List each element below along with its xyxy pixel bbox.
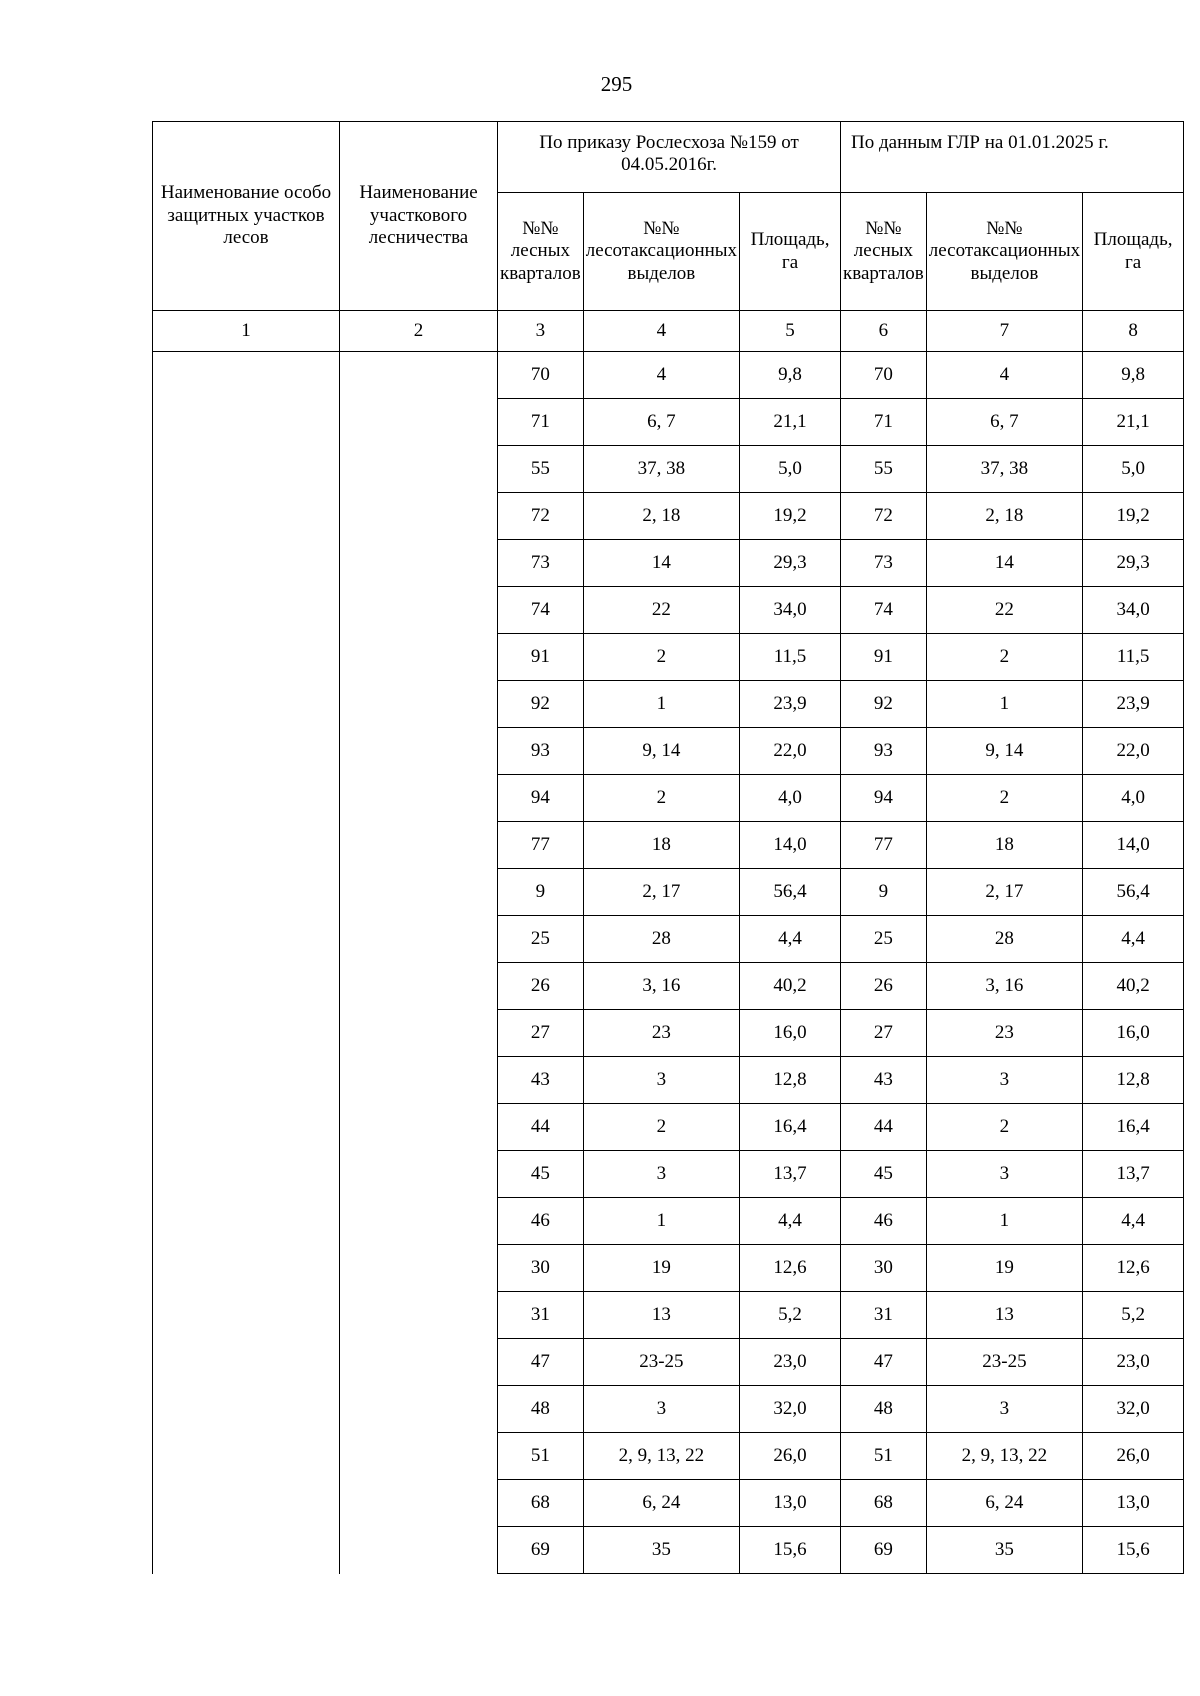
header-group-glr-2025: По данным ГЛР на 01.01.2025 г. [841, 122, 1184, 193]
area-a-cell: 16,4 [740, 1104, 841, 1151]
quarter-a-cell: 68 [498, 1480, 584, 1527]
vydels-a-cell: 14 [583, 540, 739, 587]
vydels-a-cell: 2, 18 [583, 493, 739, 540]
protected-area-name-cell [153, 352, 340, 1574]
vydels-a-cell: 4 [583, 352, 739, 399]
quarter-a-cell: 26 [498, 963, 584, 1010]
area-a-cell: 4,4 [740, 916, 841, 963]
area-b-cell: 9,8 [1083, 352, 1184, 399]
vydels-a-cell: 1 [583, 681, 739, 728]
vydels-b-cell: 1 [926, 1198, 1082, 1245]
quarter-a-cell: 74 [498, 587, 584, 634]
area-b-cell: 23,0 [1083, 1339, 1184, 1386]
header-quarters-b: №№ лесных кварталов [841, 193, 927, 311]
quarter-b-cell: 25 [841, 916, 927, 963]
quarter-b-cell: 71 [841, 399, 927, 446]
quarter-b-cell: 45 [841, 1151, 927, 1198]
quarter-b-cell: 44 [841, 1104, 927, 1151]
vydels-b-cell: 2, 9, 13, 22 [926, 1433, 1082, 1480]
quarter-a-cell: 48 [498, 1386, 584, 1433]
vydels-b-cell: 28 [926, 916, 1082, 963]
area-a-cell: 22,0 [740, 728, 841, 775]
vydels-b-cell: 3 [926, 1386, 1082, 1433]
quarter-a-cell: 47 [498, 1339, 584, 1386]
vydels-a-cell: 3 [583, 1386, 739, 1433]
vydels-b-cell: 6, 7 [926, 399, 1082, 446]
quarter-b-cell: 92 [841, 681, 927, 728]
vydels-b-cell: 22 [926, 587, 1082, 634]
vydels-b-cell: 2, 18 [926, 493, 1082, 540]
quarter-b-cell: 91 [841, 634, 927, 681]
vydels-b-cell: 2, 17 [926, 869, 1082, 916]
vydels-a-cell: 2, 9, 13, 22 [583, 1433, 739, 1480]
area-b-cell: 23,9 [1083, 681, 1184, 728]
page-number: 295 [600, 72, 633, 96]
area-a-cell: 16,0 [740, 1010, 841, 1057]
vydels-a-cell: 13 [583, 1292, 739, 1339]
quarter-a-cell: 30 [498, 1245, 584, 1292]
vydels-a-cell: 37, 38 [583, 446, 739, 493]
vydels-a-cell: 2, 17 [583, 869, 739, 916]
vydels-b-cell: 6, 24 [926, 1480, 1082, 1527]
column-number: 4 [583, 311, 739, 352]
quarter-b-cell: 74 [841, 587, 927, 634]
vydels-b-cell: 2 [926, 634, 1082, 681]
header-forestry-name: Наименование участкового лесничества [340, 122, 498, 311]
vydels-a-cell: 28 [583, 916, 739, 963]
vydels-b-cell: 13 [926, 1292, 1082, 1339]
area-b-cell: 21,1 [1083, 399, 1184, 446]
area-b-cell: 16,0 [1083, 1010, 1184, 1057]
area-b-cell: 11,5 [1083, 634, 1184, 681]
vydels-b-cell: 35 [926, 1527, 1082, 1574]
vydels-a-cell: 2 [583, 1104, 739, 1151]
quarter-b-cell: 47 [841, 1339, 927, 1386]
vydels-b-cell: 9, 14 [926, 728, 1082, 775]
quarter-a-cell: 70 [498, 352, 584, 399]
vydels-a-cell: 22 [583, 587, 739, 634]
vydels-b-cell: 23 [926, 1010, 1082, 1057]
quarter-a-cell: 31 [498, 1292, 584, 1339]
quarter-b-cell: 31 [841, 1292, 927, 1339]
area-a-cell: 11,5 [740, 634, 841, 681]
vydels-a-cell: 1 [583, 1198, 739, 1245]
vydels-a-cell: 35 [583, 1527, 739, 1574]
quarter-a-cell: 93 [498, 728, 584, 775]
area-a-cell: 5,2 [740, 1292, 841, 1339]
quarter-a-cell: 71 [498, 399, 584, 446]
vydels-a-cell: 3 [583, 1151, 739, 1198]
area-b-cell: 26,0 [1083, 1433, 1184, 1480]
area-a-cell: 26,0 [740, 1433, 841, 1480]
vydels-a-cell: 6, 7 [583, 399, 739, 446]
quarter-a-cell: 77 [498, 822, 584, 869]
quarter-a-cell: 69 [498, 1527, 584, 1574]
vydels-b-cell: 1 [926, 681, 1082, 728]
vydels-a-cell: 6, 24 [583, 1480, 739, 1527]
quarter-a-cell: 44 [498, 1104, 584, 1151]
quarter-b-cell: 93 [841, 728, 927, 775]
vydels-b-cell: 2 [926, 775, 1082, 822]
quarter-b-cell: 43 [841, 1057, 927, 1104]
quarter-b-cell: 46 [841, 1198, 927, 1245]
vydels-a-cell: 19 [583, 1245, 739, 1292]
area-a-cell: 19,2 [740, 493, 841, 540]
vydels-b-cell: 3 [926, 1057, 1082, 1104]
header-area-b: Площадь, га [1083, 193, 1184, 311]
area-a-cell: 12,8 [740, 1057, 841, 1104]
area-a-cell: 56,4 [740, 869, 841, 916]
quarter-b-cell: 26 [841, 963, 927, 1010]
forestry-name-cell [340, 352, 498, 1574]
vydels-b-cell: 18 [926, 822, 1082, 869]
area-a-cell: 23,0 [740, 1339, 841, 1386]
quarter-a-cell: 43 [498, 1057, 584, 1104]
vydels-a-cell: 2 [583, 634, 739, 681]
area-b-cell: 5,0 [1083, 446, 1184, 493]
quarter-b-cell: 9 [841, 869, 927, 916]
quarter-b-cell: 77 [841, 822, 927, 869]
header-vydels-b: №№ лесотаксационных выделов [926, 193, 1082, 311]
quarter-b-cell: 68 [841, 1480, 927, 1527]
vydels-a-cell: 3, 16 [583, 963, 739, 1010]
header-protected-areas-name: Наименование особо защитных участков лесов [153, 122, 340, 311]
column-numbers-row [153, 311, 1184, 352]
vydels-a-cell: 9, 14 [583, 728, 739, 775]
quarter-b-cell: 51 [841, 1433, 927, 1480]
area-b-cell: 12,6 [1083, 1245, 1184, 1292]
vydels-a-cell: 2 [583, 775, 739, 822]
area-b-cell: 12,8 [1083, 1057, 1184, 1104]
quarter-b-cell: 69 [841, 1527, 927, 1574]
vydels-a-cell: 3 [583, 1057, 739, 1104]
quarter-b-cell: 27 [841, 1010, 927, 1057]
vydels-b-cell: 14 [926, 540, 1082, 587]
quarter-a-cell: 72 [498, 493, 584, 540]
vydels-b-cell: 2 [926, 1104, 1082, 1151]
area-b-cell: 4,4 [1083, 1198, 1184, 1245]
area-a-cell: 9,8 [740, 352, 841, 399]
area-b-cell: 15,6 [1083, 1527, 1184, 1574]
quarter-a-cell: 55 [498, 446, 584, 493]
area-a-cell: 13,7 [740, 1151, 841, 1198]
area-b-cell: 34,0 [1083, 587, 1184, 634]
area-a-cell: 5,0 [740, 446, 841, 493]
header-vydels-a: №№ лесотаксационных выделов [583, 193, 739, 311]
area-a-cell: 34,0 [740, 587, 841, 634]
area-b-cell: 29,3 [1083, 540, 1184, 587]
area-a-cell: 12,6 [740, 1245, 841, 1292]
quarter-b-cell: 94 [841, 775, 927, 822]
area-a-cell: 21,1 [740, 399, 841, 446]
area-b-cell: 40,2 [1083, 963, 1184, 1010]
area-b-cell: 13,0 [1083, 1480, 1184, 1527]
area-b-cell: 4,4 [1083, 916, 1184, 963]
quarter-b-cell: 55 [841, 446, 927, 493]
area-b-cell: 14,0 [1083, 822, 1184, 869]
area-b-cell: 4,0 [1083, 775, 1184, 822]
area-a-cell: 32,0 [740, 1386, 841, 1433]
area-b-cell: 32,0 [1083, 1386, 1184, 1433]
vydels-a-cell: 23-25 [583, 1339, 739, 1386]
quarter-a-cell: 73 [498, 540, 584, 587]
quarter-b-cell: 73 [841, 540, 927, 587]
quarter-a-cell: 94 [498, 775, 584, 822]
area-b-cell: 13,7 [1083, 1151, 1184, 1198]
area-b-cell: 16,4 [1083, 1104, 1184, 1151]
quarter-a-cell: 45 [498, 1151, 584, 1198]
vydels-a-cell: 18 [583, 822, 739, 869]
quarter-a-cell: 9 [498, 869, 584, 916]
column-number: 7 [926, 311, 1082, 352]
forest-areas-table [152, 121, 1184, 1574]
quarter-a-cell: 91 [498, 634, 584, 681]
quarter-b-cell: 48 [841, 1386, 927, 1433]
area-a-cell: 14,0 [740, 822, 841, 869]
column-number: 2 [340, 311, 498, 352]
quarter-a-cell: 46 [498, 1198, 584, 1245]
column-number: 5 [740, 311, 841, 352]
area-a-cell: 15,6 [740, 1527, 841, 1574]
header-area-a: Площадь, га [740, 193, 841, 311]
area-a-cell: 4,4 [740, 1198, 841, 1245]
column-number: 1 [153, 311, 340, 352]
vydels-b-cell: 4 [926, 352, 1082, 399]
quarter-a-cell: 27 [498, 1010, 584, 1057]
vydels-b-cell: 19 [926, 1245, 1082, 1292]
quarter-a-cell: 25 [498, 916, 584, 963]
area-b-cell: 22,0 [1083, 728, 1184, 775]
quarter-a-cell: 51 [498, 1433, 584, 1480]
area-a-cell: 13,0 [740, 1480, 841, 1527]
column-number: 6 [841, 311, 927, 352]
quarter-b-cell: 72 [841, 493, 927, 540]
table-row [153, 352, 1184, 399]
area-b-cell: 56,4 [1083, 869, 1184, 916]
area-a-cell: 23,9 [740, 681, 841, 728]
header-quarters-a: №№ лесных кварталов [498, 193, 584, 311]
quarter-b-cell: 30 [841, 1245, 927, 1292]
vydels-b-cell: 3, 16 [926, 963, 1082, 1010]
area-a-cell: 4,0 [740, 775, 841, 822]
column-number: 8 [1083, 311, 1184, 352]
quarter-b-cell: 70 [841, 352, 927, 399]
column-number: 3 [498, 311, 584, 352]
vydels-b-cell: 23-25 [926, 1339, 1082, 1386]
area-a-cell: 40,2 [740, 963, 841, 1010]
vydels-b-cell: 37, 38 [926, 446, 1082, 493]
vydels-b-cell: 3 [926, 1151, 1082, 1198]
vydels-a-cell: 23 [583, 1010, 739, 1057]
quarter-a-cell: 92 [498, 681, 584, 728]
header-group-order-159: По приказу Рослесхоза №159 от 04.05.2016г. [498, 122, 841, 193]
area-b-cell: 19,2 [1083, 493, 1184, 540]
area-b-cell: 5,2 [1083, 1292, 1184, 1339]
area-a-cell: 29,3 [740, 540, 841, 587]
